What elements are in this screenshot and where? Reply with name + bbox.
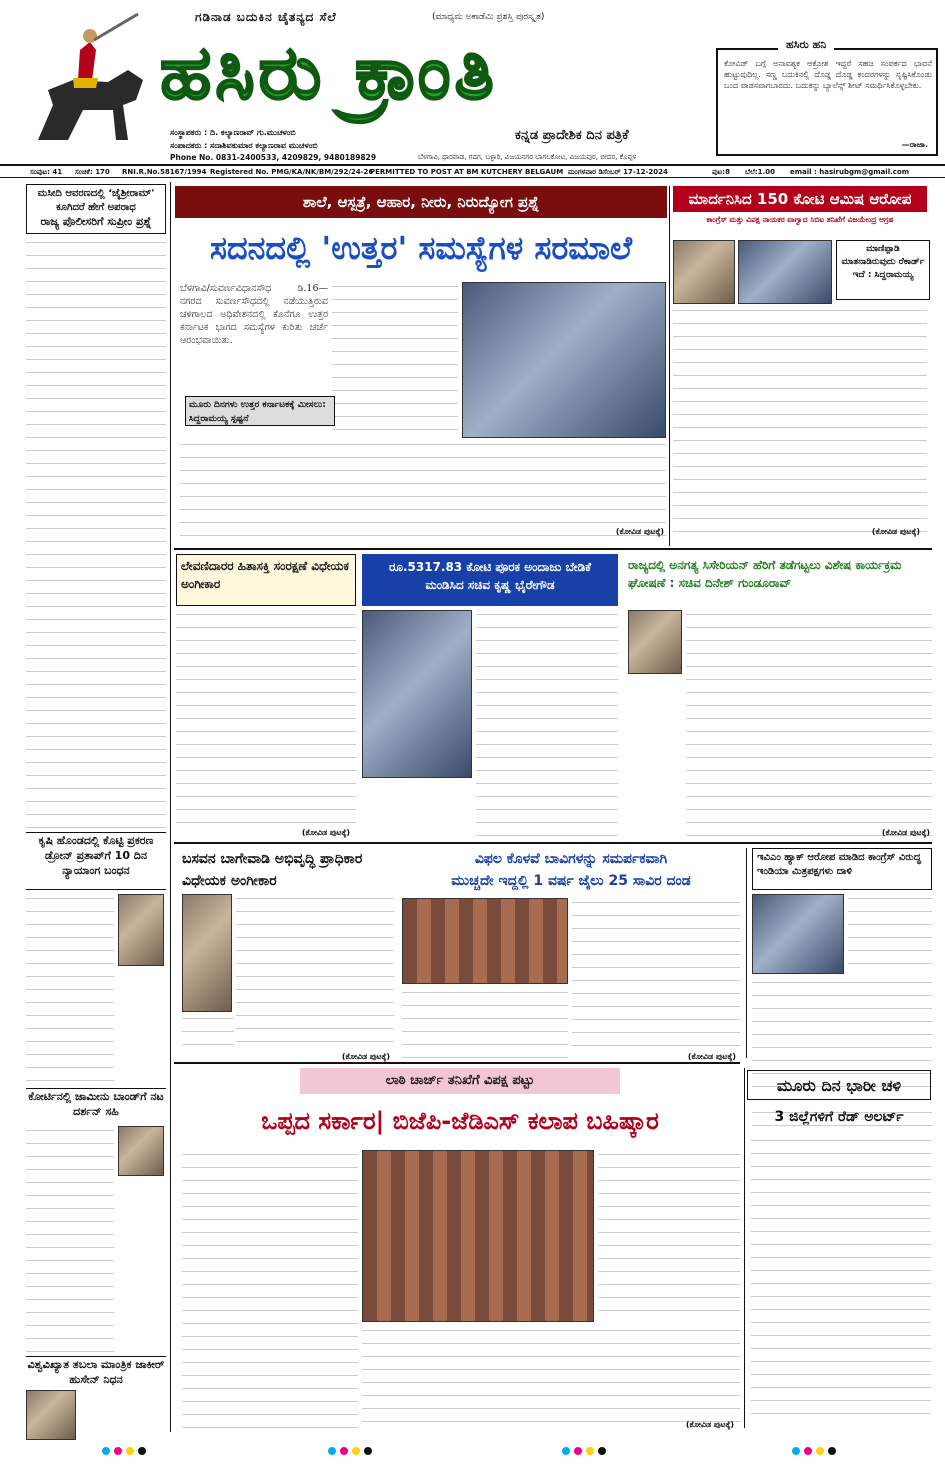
lead-dateline: ಬೆಳಗಾವಿ/ಸುವರ್ಣವಿಧಾನಸೌಧ ಡಿ.16— ನಗರದ ಸುವರ್ಣಸೌಧದಲ್ಲಿ ನಡೆಯುತ್ತಿರುವ ಚಳಿಗಾಲದ ಅಧಿವೇಶನದಲ್ಲಿ ಕೊನೆಗೂ ಉತ್ತರ ಕರ್ನಾಟಕ ಭಾಗದ ಸಮಸ್ಯೆಗಳ ಕುರಿತು ಚರ್ಚೆ ಆರಂಭವಾಯಿತು. — [180, 283, 328, 346]
mid-story-1-credit: (ಕೋವಿಡ ಪುಟಕ್ಕೆ) — [301, 828, 350, 837]
drone-prathap-photo — [118, 894, 164, 966]
rni: RNI.R.No.58167/1994 — [122, 168, 207, 176]
founder: ಸಂಸ್ಥಾಪಕರು : ದಿ. ಕಲ್ಯಾಣರಾವ್ ಗು.ಮುಚಳಂಬಿ — [170, 128, 296, 137]
lead-col-2 — [332, 282, 458, 432]
opposition-photo — [738, 240, 832, 304]
phone: Phone No. 0831-2400533, 4209829, 9480189829 — [170, 153, 377, 162]
issue: ಸಂಚಿಕೆ: 170 — [75, 168, 110, 176]
row-divider — [174, 548, 932, 550]
bottom-story-col-2 — [362, 1326, 740, 1428]
mid-story-1-body — [176, 610, 356, 835]
mid-story-2-body — [476, 610, 618, 838]
masthead — [0, 0, 945, 160]
left-story-3-body — [26, 1126, 114, 1356]
mid-story-4-body — [236, 894, 394, 1054]
masthead-title: ಹಸಿರು ಕ್ರಾಂತಿ — [160, 30, 498, 116]
postal-permit: PERMITTED TO POST AT BM KUTCHERY BELGAUM — [370, 168, 564, 176]
lead-subbox: ಮೂರು ದಿನಗಳು ಉತ್ತರ ಕರ್ನಾಟಕಕ್ಕೆ ಮೀಸಲು: ಸಿದ್ದರಾಮಯ್ಯ ಸ್ಪಷ್ಟನೆ — [185, 396, 335, 426]
mid-story-4-credit: (ಕೋವಿಡ ಪುಟಕ್ಕೆ) — [341, 1052, 390, 1061]
left-headline-1: ಮಸೀದಿ ಆವರಣದಲ್ಲಿ ‘ಜೈಶ್ರೀರಾಮ್' ಕೂಗಿದರೆ ಹೇಗೆ ಅಪರಾಧ ರಾಜ್ಯ ಪೊಲೀಸರಿಗೆ ಸುಪ್ರೀಂ ಪ್ರಶ್ನೆ — [26, 184, 166, 234]
hasiru-hani-sign: —ರಾಜಾ. — [901, 140, 928, 149]
left-story-2-body — [26, 894, 114, 1084]
mid-headline-5b: ಮುಚ್ಚದೇ ಇದ್ದಲ್ಲಿ 1 ವರ್ಷ ಜೈಲು 25 ಸಾವಿರ ದಂಡ — [451, 873, 691, 889]
price: ಬೆಲೆ:1.00 — [745, 168, 775, 176]
right-box: ಮಾಣಿಪ್ಪಾಡಿ ಮಾತನಾಡಿರುವುದು ರೆಕಾರ್ಡ್ ಇದೆ : ಸಿದ್ದರಾಮಯ್ಯ — [836, 240, 930, 300]
tagline: ಗಡಿನಾಡ ಬದುಕಿನ ಚೈತನ್ಯದ ಸೆಲೆ — [195, 10, 337, 24]
mid-story-5-body-right — [572, 898, 740, 1058]
hasiru-hani-text: ಕೋವಿಡ್ ಬಗ್ಗೆ ಅನಾವಶ್ಯಕ ಆಕ್ರೋಶ ಇದ್ದರೆ ಸಹಜ ಸಂಪರ್ಕದ ಭಾವನೆ ಹುಟ್ಟುವುದಿಲ್ಲ. ಸಣ್ಣ ಬದುಕಿನಲ್ಲಿ ದೊಡ್ಡ ದೊಡ್ಡ ಕಂದರಗಳನ್ನು ಸೃಷ್ಟಿಸಿಕೊಂಡು ಬಂದ ವಾಡಸವಾಗಬಾರದು. ಬದುಕನ್ನು ಬ್ಯಾಲೆನ್ಸ್ ಶೀಟ್ ಸಮರ್ಥಿಸಿಕೊಳ್ಳಬೇಕು. — [724, 59, 932, 90]
mid-headline-6: ಇವಿಎಂ ಹ್ಯಾಕ್ ಆರೋಪ ಮಾಡಿದ ಕಾಂಗ್ರೆಸ್ ವಿರುದ್ಧ ಇಂಡಿಯಾ ಮಿತ್ರಪಕ್ಷಗಳು ದಾಳಿ — [752, 848, 932, 890]
info-bar — [0, 164, 945, 178]
mid-headline-3: ರಾಜ್ಯದಲ್ಲಿ ಅನಗತ್ಯ ಸಿಸೇರಿಯನ್ ಹೆರಿಗೆ ತಡೆಗಟ್ಟಲು ವಿಶೇಷ ಕಾರ್ಯಕ್ರಮ ಘೋಷಣೆ : ಸಚಿವ ದಿನೇಶ್ ಗುಂಡೂರಾವ್ — [628, 558, 902, 590]
bottom-headline: ಒಪ್ಪದ ಸರ್ಕಾರ| ಬಿಜೆಪಿ-ಜೆಡಿಎಸ್ ಕಲಾಪ ಬಹಿಷ್ಕಾರ — [261, 1107, 659, 1135]
hasiru-hani-box — [716, 38, 938, 156]
lead-body — [180, 440, 666, 540]
evm-photo — [752, 894, 844, 974]
lead-assembly-photo — [462, 282, 666, 438]
lead-kicker — [175, 186, 667, 218]
masthead-subtitle: ಕನ್ನಡ ಪ್ರಾದೇಶಿಕ ದಿನ ಪತ್ರಿಕೆ — [515, 128, 629, 143]
bottom-session-photo — [362, 1150, 594, 1322]
darshan-photo — [118, 1126, 164, 1176]
mid-story-6-body — [848, 894, 932, 974]
left-headline-2: ಕೃಷಿ ಹೊಂಡದಲ್ಲಿ ಕೊಟ್ಟಿ ಪ್ರಕರಣ ಡ್ರೋನ್ ಪ್ರತಾಪ್‌ಗೆ 10 ದಿನ ನ್ಯಾಯಾಂಗ ಬಂಧನ — [26, 832, 166, 890]
mid-headline-2: ರೂ.5317.83 ಕೋಟಿ ಪೂರಕ ಅಂದಾಜು ಬೇಡಿಕೆ ಮಂಡಿಸಿದ ಸಚಿವ ಕೃಷ್ಣ ಭೈರೇಗೌಡ — [362, 554, 618, 606]
left-headline-4: ವಿಶ್ವವಿಖ್ಯಾತ ತಬಲಾ ಮಾಂತ್ರಿಕ ಜಾಕೀರ್ ಹುಸೇನ್ ನಿಧನ — [26, 1356, 166, 1390]
award: (ಮಾಧ್ಯಮ ಅಕಾಡೆಮಿ ಪ್ರಶಸ್ತಿ ಪುರಸ್ಕೃತ) — [432, 12, 545, 22]
reg-marks-1 — [100, 1440, 148, 1459]
mid-headline-5a: ವಿಫಲ ಕೊಳವೆ ಬಾವಿಗಳನ್ನು ಸಮರ್ಪಕವಾಗಿ — [474, 851, 668, 867]
weather-headline-1: ಮೂರು ದಿನ ಭಾರೀ ಚಳಿ — [747, 1070, 931, 1100]
dinesh-photo — [628, 610, 682, 674]
editor: ಸಂಪಾದಕರು : ಸದಾಶಿವಕುಮಾರ ಕಲ್ಯಾಣರಾವ ಮುಚಳಂಬಿ — [170, 141, 318, 150]
reg-marks-3 — [560, 1440, 608, 1459]
basavana-bagewadi-photo — [182, 894, 232, 1012]
right-top-body — [673, 306, 927, 534]
email: email : hasirubgm@gmail.com — [790, 168, 909, 176]
mid-story-3-body — [686, 610, 932, 838]
issue-date: ಮಂಗಳವಾರ ಡಿಸೆಂಬರ್ 17-12-2024 — [568, 168, 668, 176]
mid-headline-4: ಬಸವನ ಬಾಗೇವಾಡಿ ಅಭಿವೃದ್ಧಿ ಪ್ರಾಧಿಕಾರ ವಿಧೇಯಕ ಅಂಗೀಕಾರ — [182, 851, 363, 889]
zakir-hussain-photo — [26, 1390, 76, 1440]
rider-logo-icon — [18, 10, 158, 150]
col-divider-3 — [746, 848, 747, 1058]
reg-marks-2 — [326, 1440, 374, 1459]
left-column — [26, 182, 166, 1432]
registration: Registered No. PMG/KA/NK/BM/292/24-26 — [210, 168, 374, 176]
left-story-1-body — [26, 238, 166, 828]
hasiru-hani-title: ಹಸಿರು ಹನಿ — [778, 38, 834, 52]
row-divider-3 — [174, 1062, 740, 1064]
bottom-credit: (ಕೋವಿಡ ಪುಟಕ್ಕೆ) — [685, 1420, 734, 1429]
bottom-story-col-1 — [182, 1150, 358, 1428]
lead-kicker-text: ಶಾಲೆ, ಆಸ್ಪತ್ರೆ, ಆಹಾರ, ನೀರು, ನಿರುದ್ಯೋಗ ಪ್ರಶ್ನೆ — [302, 193, 540, 211]
mid-story-4-body-2 — [182, 1014, 234, 1054]
krishna-byregowda-photo — [362, 610, 472, 778]
mid-story-5-body — [402, 988, 568, 1058]
lead-credit: (ಕೋವಿಡ ಪುಟಕ್ಕೆ) — [615, 527, 664, 536]
vijayendra-photo — [673, 240, 735, 304]
bottom-story-col-3 — [598, 1150, 740, 1322]
weather-body — [751, 1136, 931, 1424]
volume: ಸಂಪುಟ: 41 — [30, 168, 63, 176]
mid-headline-1: ಲೇವಣಿದಾರರ ಹಿತಾಸಕ್ತಿ ಸಂರಕ್ಷಣೆ ವಿಧೇಯಕ ಅಂಗೀಕಾರ — [176, 554, 356, 606]
reg-marks-4 — [790, 1440, 838, 1459]
borewell-session-photo — [402, 898, 568, 984]
mid-story-3-credit: (ಕೋವಿಡ ಪುಟಕ್ಕೆ) — [881, 828, 930, 837]
lead-headline: ಸದನದಲ್ಲಿ 'ಉತ್ತರ' ಸಮಸ್ಯೆಗಳ ಸರಮಾಲೆ — [209, 229, 633, 267]
weather-headline-2: 3 ಜಿಲ್ಲೆಗಳಿಗೆ ರೆಡ್ ಅಲರ್ಟ್ — [774, 1109, 904, 1125]
weather-box — [744, 1068, 932, 1428]
right-subheadline-1: ಕಾಂಗ್ರೆಸ್ ಮತ್ತು ವಿಪಕ್ಷ ನಾಯಕರ ವಾಗ್ವಾದ ಸಿಬಿಐ ತನಿಖೆಗೆ ವಿಜಯೇಂದ್ರ ಆಗ್ರಹ — [706, 215, 894, 224]
right-headline-1: ಮಾರ್ದನಿಸಿದ 150 ಕೋಟಿ ಆಮಿಷ ಆರೋಪ — [673, 186, 927, 212]
mid-story-5-credit: (ಕೋವಿಡ ಪುಟಕ್ಕೆ) — [687, 1052, 736, 1061]
row-divider-2 — [174, 842, 932, 844]
left-headline-3: ಕೋರ್ಟಿನಲ್ಲಿ ಜಾಮೀನು ಬಾಂಡ್‌ಗೆ ನಟ ದರ್ಶನ್ ಸಹಿ — [26, 1088, 166, 1122]
mid-headline-5 — [400, 848, 742, 894]
bottom-kicker: ಲಾಠಿ ಚಾರ್ಜ್ ತನಿಖೆಗೆ ವಿಪಕ್ಷ ಪಟ್ಟು — [300, 1068, 620, 1094]
regions: ಬೆಳಗಾವಿ, ಧಾರವಾಡ, ಗದಗ, ಬಳ್ಳಾರಿ, ವಿಜಯನಗರ ಬಾಗಲಕೋಟ, ವಿಜಯಪುರ, ಬೀದರ, ಕೊಪ್ಪಳ — [418, 153, 637, 161]
pages: ಪುಟ:8 — [712, 168, 730, 176]
right-top-credit: (ಕೋವಿಡ ಪುಟಕ್ಕೆ) — [871, 527, 920, 536]
col-divider-2 — [669, 186, 670, 546]
col-divider — [170, 182, 171, 1432]
registration-marks — [0, 1440, 945, 1454]
